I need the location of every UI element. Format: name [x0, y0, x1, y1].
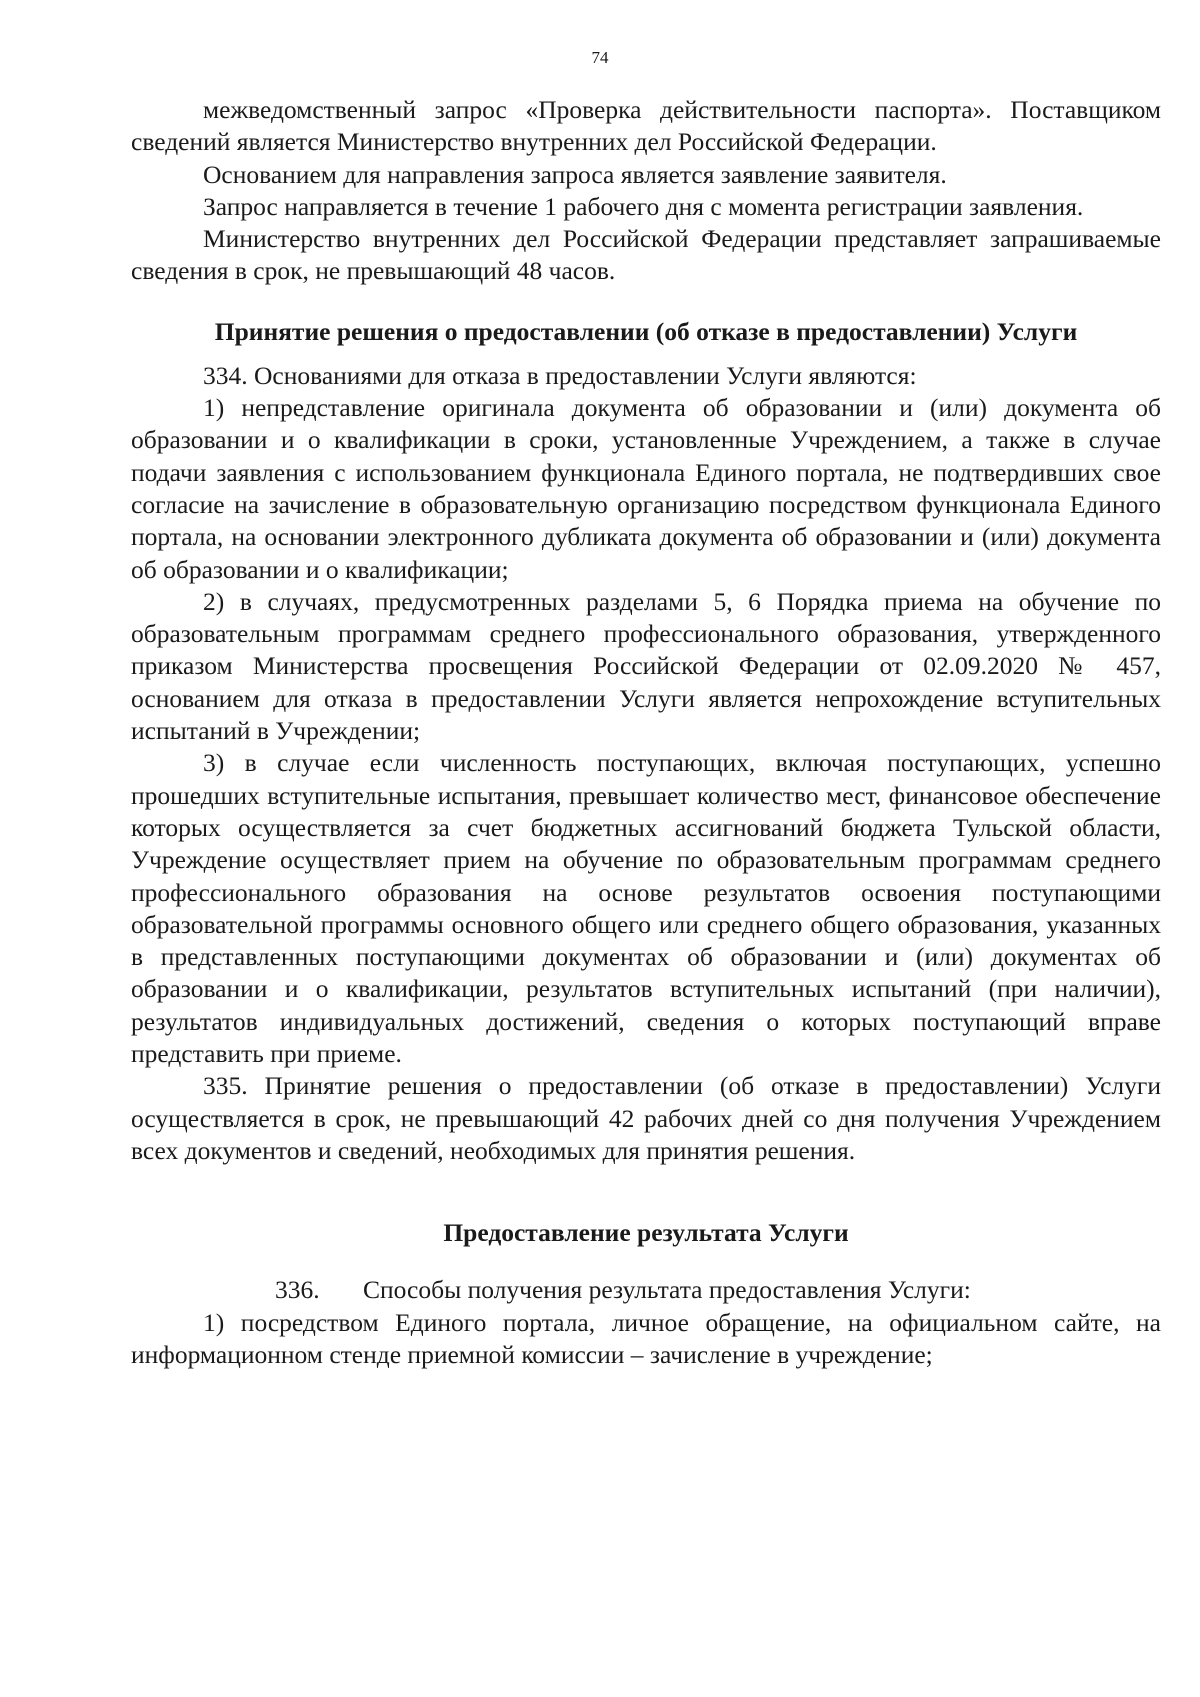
paragraph-interagency-request: межведомственный запрос «Проверка действительности паспорта». Поставщиком сведений является Министерство внутренних дел Российской Федерации. — [131, 95, 1161, 157]
paragraph-334-item-1: 1) непредставление оригинала документа об образовании и (или) документа об образовании и о квалификации в сроки, установленные Учреждением, а также в случае подачи заявления с использованием функционала Единого портала, не подтвердивших свое согласие на зачисление в образовательную организацию посредством функционала Единого портала, на основании электронного дубликата документа об образовании и (или) документа об образовании и о квалификации; — [131, 393, 1161, 584]
paragraph-request-basis: Основанием для направления запроса является заявление заявителя. — [203, 159, 947, 189]
paragraph-request-timing: Запрос направляется в течение 1 рабочего дня с момента регистрации заявления. — [203, 191, 1084, 221]
paragraph-336-item-1: 1) посредством Единого портала, личное обращение, на официальном сайте, на информационном стенде приемной комиссии – зачисление в учреждение; — [131, 1307, 1161, 1369]
section-heading-decision: Принятие решения о предоставлении (об отказе в предоставлении) Услуги — [214, 316, 1078, 346]
paragraph-334-item-2: 2) в случаях, предусмотренных разделами 5, 6 Порядка приема на обучение по образовательным программам среднего профессионального образования, утвержденного приказом Министерства просвещения Российской Федерации от 02.09.2020 № 457, основанием для отказа в предоставлении Услуги является непрохождение вступительных испытаний в Учреждении; — [131, 586, 1161, 746]
paragraph-335: 335. Принятие решения о предоставлении (об отказе в предоставлении) Услуги осуществляется в срок, не превышающий 42 рабочих дней со дня получения Учреждением всех документов и сведений, необходимых для принятия решения. — [131, 1071, 1161, 1165]
paragraph-336-number: 336. — [275, 1275, 320, 1305]
section-heading-result: Предоставление результата Услуги — [443, 1218, 849, 1248]
paragraph-334-item-3: 3) в случае если численность поступающих, включая поступающих, успешно прошедших вступительные испытания, превышает количество мест, финансовое обеспечение которых осуществляется за счет бюджетных ассигнований бюджета Тульской области, Учреждение осуществляет прием на обучение по образовательным программам среднего профессионального образования на основе результатов освоения поступающими образовательной программы основного общего или среднего общего образования, указанных в представленных поступающими документах об образовании и (или) документах об образовании и о квалификации, результатов вступительных испытаний (при наличии), результатов индивидуальных достижений, сведения о которых поступающий вправе представить при приеме. — [131, 748, 1161, 1069]
paragraph-mvd-response: Министерство внутренних дел Российской Федерации представляет запрашиваемые сведения в срок, не превышающий 48 часов. — [131, 224, 1161, 286]
document-body — [131, 94, 1161, 1371]
paragraph-336 — [131, 1274, 1161, 1306]
paragraph-334: 334. Основаниями для отказа в предоставлении Услуги являются: — [203, 360, 917, 390]
page-number: 74 — [591, 48, 609, 67]
paragraph-336-text: Способы получения результата предоставления Услуги: — [363, 1275, 971, 1305]
